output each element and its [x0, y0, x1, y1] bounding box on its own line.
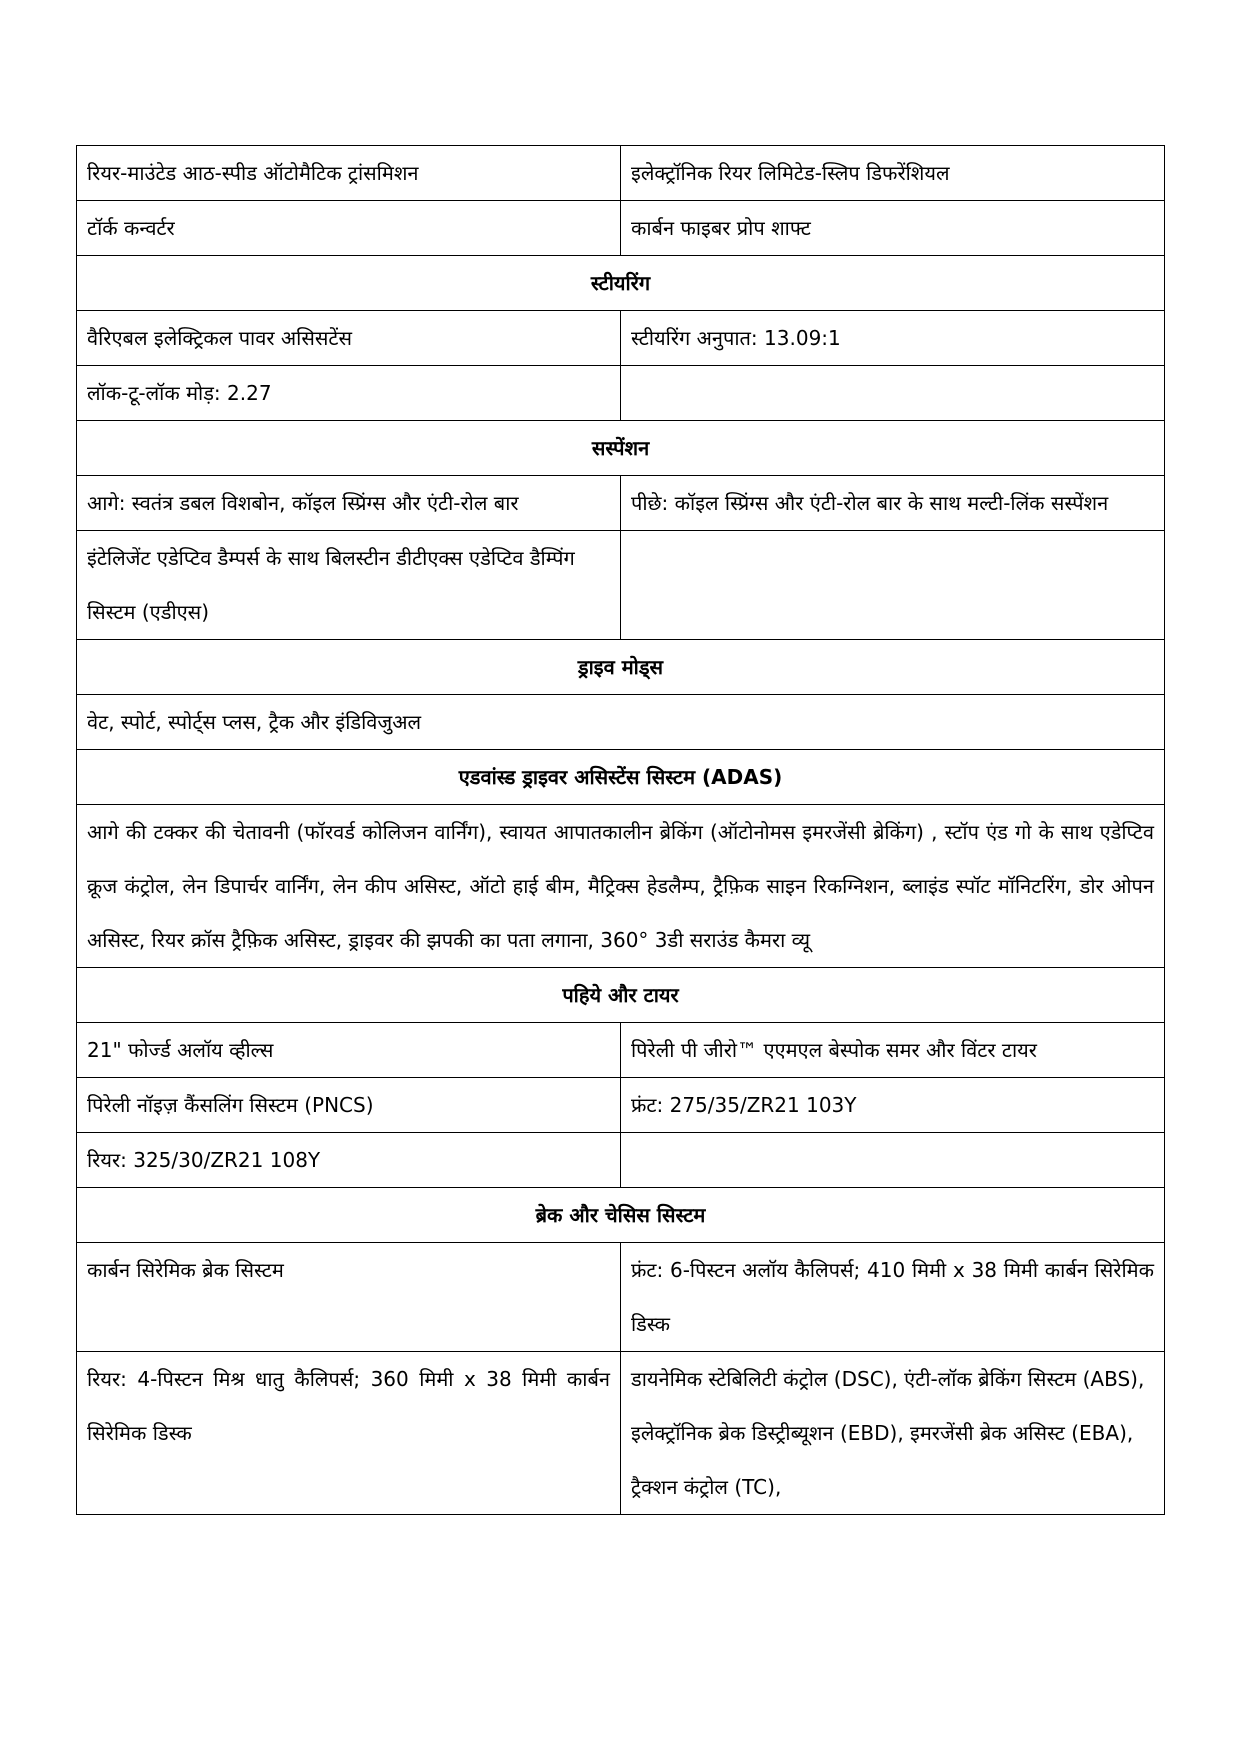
spec-cell: स्टीयरिंग अनुपात: 13.09:1: [621, 311, 1165, 366]
spec-cell: फ्रंट: 275/35/ZR21 103Y: [621, 1078, 1165, 1133]
spec-cell-empty: [621, 1133, 1165, 1188]
table-row: [77, 531, 1165, 640]
spec-cell: लॉक-टू-लॉक मोड़: 2.27: [77, 366, 621, 421]
table-row: [77, 1078, 1165, 1133]
table-row: [77, 805, 1165, 968]
table-row: [77, 201, 1165, 256]
table-row: [77, 366, 1165, 421]
section-heading-row: [77, 640, 1165, 695]
spec-cell: पीछे: कॉइल स्प्रिंग्स और एंटी-रोल बार के साथ मल्टी-लिंक सस्पेंशन: [621, 476, 1165, 531]
table-row: [77, 311, 1165, 366]
spec-cell: इलेक्ट्रॉनिक रियर लिमिटेड-स्लिप डिफरेंशियल: [621, 146, 1165, 201]
table-row: [77, 476, 1165, 531]
spec-cell: पिरेली नॉइज़ कैंसलिंग सिस्टम (PNCS): [77, 1078, 621, 1133]
section-heading-steering: स्टीयरिंग: [77, 256, 1165, 311]
section-heading-drive-modes: ड्राइव मोड्स: [77, 640, 1165, 695]
section-heading-row: [77, 421, 1165, 476]
spec-cell: टॉर्क कन्वर्टर: [77, 201, 621, 256]
table-row: [77, 1133, 1165, 1188]
section-heading-wheels-tyres: पहिये और टायर: [77, 968, 1165, 1023]
spec-cell-empty: [621, 531, 1165, 640]
section-heading-row: [77, 256, 1165, 311]
section-heading-suspension: सस्पेंशन: [77, 421, 1165, 476]
spec-cell: पिरेली पी जीरो™ एएमएल बेस्पोक समर और विंटर टायर: [621, 1023, 1165, 1078]
table-row: [77, 1352, 1165, 1515]
spec-cell: कार्बन सिरेमिक ब्रेक सिस्टम: [77, 1243, 621, 1352]
spec-cell: रियर: 4-पिस्टन मिश्र धातु कैलिपर्स; 360 मिमी x 38 मिमी कार्बन सिरेमिक डिस्क: [77, 1352, 621, 1515]
spec-cell: 21" फोर्ज्ड अलॉय व्हील्स: [77, 1023, 621, 1078]
table-row: [77, 1023, 1165, 1078]
spec-cell: आगे: स्वतंत्र डबल विशबोन, कॉइल स्प्रिंग्स और एंटी-रोल बार: [77, 476, 621, 531]
section-heading-row: [77, 968, 1165, 1023]
table-row: [77, 146, 1165, 201]
section-heading-adas: एडवांस्ड ड्राइवर असिस्टेंस सिस्टम (ADAS): [77, 750, 1165, 805]
spec-cell: रियर-माउंटेड आठ-स्पीड ऑटोमैटिक ट्रांसमिशन: [77, 146, 621, 201]
table-row: [77, 1243, 1165, 1352]
section-heading-row: [77, 1188, 1165, 1243]
section-heading-brake-chassis: ब्रेक और चेसिस सिस्टम: [77, 1188, 1165, 1243]
spec-cell: इंटेलिजेंट एडेप्टिव डैम्पर्स के साथ बिलस्टीन डीटीएक्स एडेप्टिव डैम्पिंग सिस्टम (एडीएस): [77, 531, 621, 640]
spec-cell-empty: [621, 366, 1165, 421]
section-heading-row: [77, 750, 1165, 805]
specification-table: [76, 145, 1165, 1515]
table-row: [77, 695, 1165, 750]
spec-cell-full: आगे की टक्कर की चेतावनी (फॉरवर्ड कोलिजन वार्निंग), स्वायत आपातकालीन ब्रेकिंग (ऑटोनोमस इमरजेंसी ब्रेकिंग) , स्टॉप एंड गो के साथ एडेप्टिव क्रूज कंट्रोल, लेन डिपार्चर वार्निंग, लेन कीप असिस्ट, ऑटो हाई बीम, मैट्रिक्स हेडलैम्प, ट्रैफ़िक साइन रिकग्निशन, ब्लाइंड स्पॉट मॉनिटरिंग, डोर ओपन असिस्ट, रियर क्रॉस ट्रैफ़िक असिस्ट, ड्राइवर की झपकी का पता लगाना, 360° 3डी सराउंड कैमरा व्यू: [77, 805, 1165, 968]
spec-cell: डायनेमिक स्टेबिलिटी कंट्रोल (DSC), एंटी-लॉक ब्रेकिंग सिस्टम (ABS), इलेक्ट्रॉनिक ब्रेक डिस्ट्रीब्यूशन (EBD), इमरजेंसी ब्रेक असिस्ट (EBA), ट्रैक्शन कंट्रोल (TC),: [621, 1352, 1165, 1515]
spec-cell-full: वेट, स्पोर्ट, स्पोर्ट्स प्लस, ट्रैक और इंडिविजुअल: [77, 695, 1165, 750]
spec-cell: रियर: 325/30/ZR21 108Y: [77, 1133, 621, 1188]
spec-cell: कार्बन फाइबर प्रोप शाफ्ट: [621, 201, 1165, 256]
spec-cell: फ्रंट: 6-पिस्टन अलॉय कैलिपर्स; 410 मिमी x 38 मिमी कार्बन सिरेमिक डिस्क: [621, 1243, 1165, 1352]
spec-cell: वैरिएबल इलेक्ट्रिकल पावर असिसटेंस: [77, 311, 621, 366]
